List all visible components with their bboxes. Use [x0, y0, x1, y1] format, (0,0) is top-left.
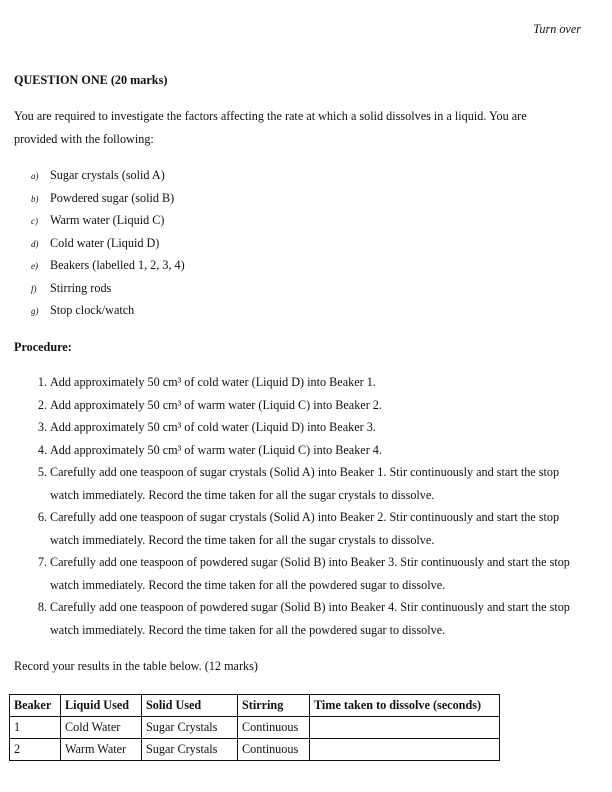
material-item: [31, 281, 111, 296]
step-text: Add approximately 50 cm³ of cold water (Liquid D) into Beaker 1.: [50, 375, 376, 389]
procedure-heading: Procedure:: [14, 340, 72, 354]
cell-liquid: Warm Water: [61, 739, 142, 761]
step-text: Add approximately 50 cm³ of warm water (Liquid C) into Beaker 4.: [50, 442, 382, 457]
item-label: b): [31, 193, 39, 204]
material-item: [31, 236, 159, 251]
step-number: 4.: [37, 442, 47, 457]
step-text: Carefully add one teaspoon of powdered sugar (Solid B) into Beaker 4. Stir continuously and start the stop watch immediately. Record the time taken for all the powdered sugar to dissolve.: [50, 600, 570, 637]
question-title: QUESTION ONE (20 marks): [14, 73, 168, 87]
item-text: Beakers (labelled 1, 2, 3, 4): [50, 258, 185, 272]
step-text: Add approximately 50 cm³ of warm water (Liquid C) into Beaker 2.: [50, 397, 382, 412]
cell-liquid: Cold Water: [61, 717, 142, 739]
header-liquid: Liquid Used: [61, 695, 142, 717]
header-beaker: Beaker: [10, 695, 61, 717]
step-number: 6.: [37, 510, 47, 524]
step-number: 7.: [37, 555, 47, 569]
item-label: g): [31, 306, 39, 316]
header-stirring: Stirring: [238, 695, 310, 717]
item-text: Stirring rods: [50, 280, 112, 295]
material-item: [31, 258, 185, 273]
item-text: Cold water (Liquid D): [50, 235, 160, 250]
procedure-step: [31, 439, 591, 462]
header-solid: Solid Used: [142, 695, 238, 717]
item-label: f): [31, 283, 37, 294]
procedure-step: [31, 461, 591, 506]
procedure-step: [31, 371, 591, 394]
procedure-step: [31, 416, 591, 439]
cell-solid: Sugar Crystals: [142, 717, 238, 739]
item-text: Warm water (Liquid C): [50, 213, 165, 227]
table-row: [10, 717, 500, 739]
cell-beaker: 2: [10, 739, 61, 761]
step-number: 1.: [37, 375, 47, 389]
item-label: e): [31, 261, 38, 271]
step-text: Carefully add one teaspoon of sugar crystals (Solid A) into Beaker 1. Stir continuously and start the stop watch immediately. Record the time taken for all the sugar crystals to dissolve.: [50, 465, 560, 502]
cell-solid: Sugar Crystals: [142, 739, 238, 761]
step-number: 8.: [37, 600, 47, 614]
material-item: [31, 303, 134, 318]
results-table: [9, 694, 500, 761]
table-header-row: [10, 695, 500, 717]
procedure-step: [31, 506, 591, 551]
item-text: Sugar crystals (solid A): [50, 168, 165, 182]
intro-line-1: You are required to investigate the factors affecting the rate at which a solid dissolves in a liquid. You are: [14, 109, 527, 123]
step-number: 2.: [37, 397, 47, 412]
cell-stirring: Continuous: [238, 717, 310, 739]
turn-over-note: Turn over: [533, 22, 581, 36]
table-row: [10, 739, 500, 761]
step-text: Add approximately 50 cm³ of cold water (Liquid D) into Beaker 3.: [50, 420, 376, 434]
procedure-step: [31, 596, 591, 641]
step-number: 5.: [37, 465, 47, 479]
intro-line-2: provided with the following:: [14, 132, 154, 146]
item-label: c): [31, 216, 38, 226]
cell-time[interactable]: [310, 739, 500, 761]
procedure-step: [31, 394, 591, 417]
step-number: 3.: [37, 420, 47, 434]
material-item: [31, 213, 164, 228]
cell-beaker: 1: [10, 717, 61, 739]
item-label: a): [31, 171, 39, 181]
item-label: d): [31, 238, 39, 249]
cell-stirring: Continuous: [238, 739, 310, 761]
procedure-step: [31, 551, 591, 596]
item-text: Stop clock/watch: [50, 303, 135, 317]
cell-time[interactable]: [310, 717, 500, 739]
step-text: Carefully add one teaspoon of powdered sugar (Solid B) into Beaker 3. Stir continuously and start the stop watch immediately. Record the time taken for all the powdered sugar to dissolve.: [50, 555, 570, 592]
material-item: [31, 168, 165, 183]
header-time: Time taken to dissolve (seconds): [310, 695, 500, 717]
item-text: Powdered sugar (solid B): [50, 190, 175, 205]
step-text: Carefully add one teaspoon of sugar crystals (Solid A) into Beaker 2. Stir continuously and start the stop watch immediately. Record the time taken for all the sugar crystals to dissolve.: [50, 510, 560, 547]
material-item: [31, 191, 174, 206]
record-instruction: Record your results in the table below. (12 marks): [14, 659, 258, 673]
